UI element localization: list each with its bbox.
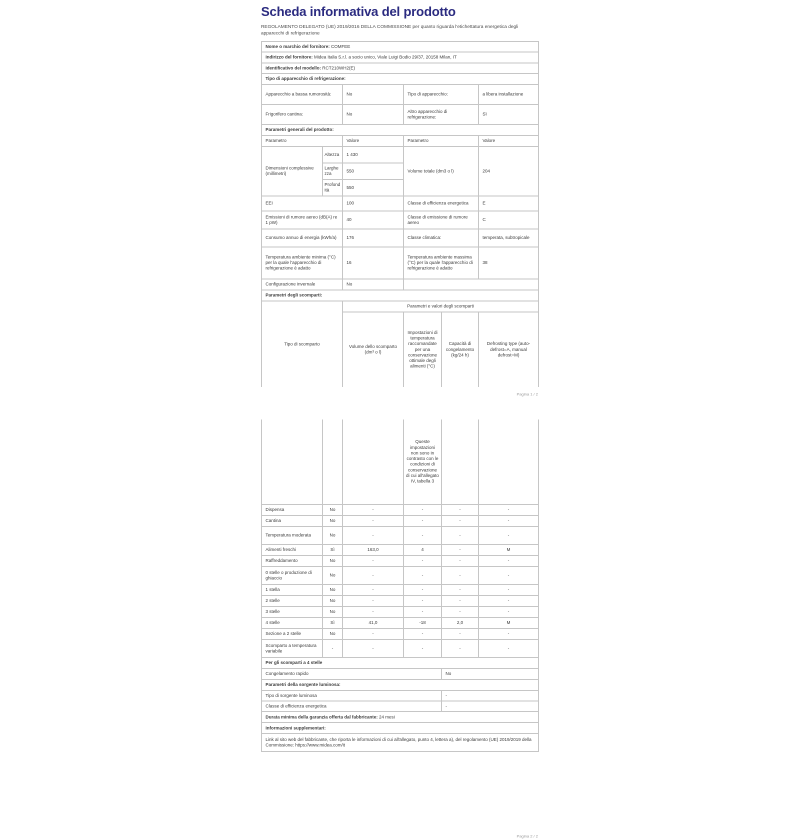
page-title: Scheda informativa del prodotto [261,4,456,19]
winter-setting-value: No [343,279,404,290]
type-section-header [262,73,539,84]
winter-setting-label: Configurazione invernale [262,279,343,290]
light-source-class-row [262,701,539,712]
compartment-capacity: - [442,504,479,515]
compartment-row-moderate-temp [262,526,539,544]
noise-class-label: Classe di emissione di rumore aereo [404,211,479,229]
compartment-name: Raffreddamento [262,555,323,566]
compartment-name: Temperatura moderata [262,526,323,544]
light-source-type-row [262,690,539,701]
compartment-row-zero-star [262,566,539,584]
light-source-section-title: Parametri della sorgente luminosa: [262,679,539,690]
noise-row [262,211,539,229]
compartment-volume: - [343,504,404,515]
compartment-row-two-star [262,595,539,606]
compartment-capacity: - [442,544,479,555]
product-information-sheet [261,4,539,839]
supplier-name-value: COMFEE [331,44,351,50]
page-2 [261,419,539,838]
page-2-footer: Pagina 2 / 2 [516,834,538,839]
param-header-1: Parametro [262,135,343,146]
noise-class-value: C [479,211,539,229]
noise-label: Emissioni di rumore aereo (dB(A) re 1 pW) [262,211,343,229]
ambient-temperature-row [262,247,539,279]
eei-row [262,196,539,211]
compartment-present: Sì [323,617,343,628]
supplier-address-row [262,52,539,63]
compartment-type-header: Tipo di scomparto [262,301,343,387]
winter-setting-empty-cell [404,279,539,290]
volume-column-header: Volume dello scomparto (dm³ o l) [343,312,404,387]
climate-class-value: temperata, subtropicale [479,229,539,247]
freezing-capacity-column-header: Capacità di congelamento (kg/24 h) [442,312,479,387]
compartment-temp: - [404,584,442,595]
compartment-temp: - [404,628,442,639]
max-temp-value: 38 [479,247,539,279]
compartment-temp: -18 [404,617,442,628]
temp-setting-column-header: Impostazioni di temperatura raccomandate per una conservazione ottimale degli alimenti (°C) [404,312,442,387]
compartment-present: No [323,504,343,515]
model-id-row [262,63,539,74]
compartment-defrost: M [479,544,539,555]
compartment-name: Dispensa [262,504,323,515]
noise-value: 40 [343,211,404,229]
compartment-name: Scomparto a temperatura variabile [262,639,323,657]
compartment-present: No [323,526,343,544]
supplier-address-label: Indirizzo del fornitore: [265,54,313,60]
dimensions-row-height [262,146,539,163]
compartment-row-four-star [262,617,539,628]
compartment-name: Alimenti freschi [262,544,323,555]
light-source-class-label: Classe di efficienza energetica [262,701,442,712]
manufacturer-link-url[interactable]: https://www.midea.com/it [295,742,346,748]
wine-storage-value: No [343,104,404,124]
winter-setting-row [262,279,539,290]
appliance-type-label: Tipo di apparecchio: [404,84,479,104]
compartment-volume: - [343,515,404,526]
compartment-temp: 4 [404,544,442,555]
compartment-temp: - [404,526,442,544]
compartment-row-cellar [262,515,539,526]
value-header-1: Valore [343,135,404,146]
type-row-1 [262,84,539,104]
compartment-temp: - [404,595,442,606]
compartments-table-page2 [261,419,539,752]
defrost-type-column-header: Defrosting type (auto-defrost=A, manual defrost=M) [479,312,539,387]
compartment-name: 1 stella [262,584,323,595]
annual-energy-value: 176 [343,229,404,247]
compartment-volume: 163,0 [343,544,404,555]
climate-class-label: Classe climatica: [404,229,479,247]
compartment-present: No [323,628,343,639]
width-sublabel: Larghezza [323,163,343,180]
low-noise-value: No [343,84,404,104]
compartment-temp: - [404,566,442,584]
energy-consumption-row [262,229,539,247]
compartment-volume: - [343,628,404,639]
temp-settings-note: Queste impostazioni non sono in contrasto con le condizioni di conservazione di cui all'allegato IV, tabella 3 [404,419,442,504]
compartment-temp: - [404,639,442,657]
compartment-capacity: - [442,606,479,617]
continuation-empty-2 [323,419,343,504]
compartment-volume: - [343,566,404,584]
compartment-volume: - [343,606,404,617]
compartment-row-two-star-section [262,628,539,639]
continuation-empty-1 [262,419,323,504]
compartment-capacity: - [442,555,479,566]
compartment-present: No [323,584,343,595]
depth-sublabel: Profondità [323,179,343,196]
compartment-row-one-star [262,584,539,595]
light-source-class-value: - [442,701,539,712]
param-header-row [262,135,539,146]
height-value: 1 430 [343,146,404,163]
fast-freeze-value: No [442,668,539,679]
supplier-name-label: Nome o marchio del fornitore: [265,44,330,50]
width-value: 550 [343,163,404,180]
continuation-empty-5 [479,419,539,504]
compartment-name: Cantina [262,515,323,526]
energy-class-value: E [479,196,539,211]
compartment-row-three-star [262,606,539,617]
four-star-section-header [262,657,539,668]
max-temp-label: Temperatura ambiente massima (°C) per la quale l'apparecchio di refrigerazione è adatto [404,247,479,279]
model-id-label: Identificativo del modello: [265,65,322,71]
compartments-span-header: Parametri e valori degli scomparti [343,301,539,312]
compartment-capacity: - [442,628,479,639]
compartment-capacity: - [442,515,479,526]
wine-storage-label: Frigorifero cantina: [262,104,343,124]
model-id-value: RCT210WH2(E) [322,65,356,71]
compartment-defrost: - [479,566,539,584]
compartment-volume: - [343,555,404,566]
compartment-name: 4 stelle [262,617,323,628]
compartment-temp: - [404,606,442,617]
compartment-defrost: - [479,584,539,595]
type-section-title: Tipo di apparecchio di refrigerazione: [262,73,539,84]
compartment-temp: - [404,515,442,526]
compartment-temp: - [404,504,442,515]
compartment-volume: - [343,584,404,595]
compartment-defrost: - [479,639,539,657]
warranty-row [262,712,539,723]
compartments-section-header [262,290,539,301]
min-temp-label: Temperatura ambiente minima (°C) per la quale l'apparecchio di refrigerazione è adatto [262,247,343,279]
compartment-capacity: - [442,639,479,657]
compartment-temp: - [404,555,442,566]
compartment-defrost: - [479,595,539,606]
compartment-name: 3 stelle [262,606,323,617]
light-source-section-header [262,679,539,690]
product-table-page1 [261,41,539,387]
compartment-defrost: - [479,628,539,639]
compartments-span-header-row [262,301,539,312]
compartment-defrost: - [479,526,539,544]
four-star-section-title: Per gli scomparti a 4 stelle [262,657,539,668]
compartment-row-chill [262,555,539,566]
compartments-section-title: Parametri degli scomparti: [262,290,539,301]
compartment-present: - [323,639,343,657]
compartment-volume: - [343,639,404,657]
energy-class-label: Classe di efficienza energetica [404,196,479,211]
compartment-defrost: - [479,515,539,526]
compartment-row-pantry [262,504,539,515]
compartment-volume: - [343,595,404,606]
warranty-label: Durata minima della garanzia offerta dal fabbricante: [265,714,378,720]
total-volume-value: 204 [479,146,539,196]
compartment-name: Sezione a 2 stelle [262,628,323,639]
compartment-present: Sì [323,544,343,555]
general-section-title: Parametri generali del prodotto: [262,124,539,135]
regulation-text: REGOLAMENTO DELEGATO (UE) 2019/2016 DELLA COMMISSIONE per quanto riguarda l'etichettatura energetica degli apparecchi di refrigerazione [261,24,519,36]
dimensions-label: Dimensioni complessive (millimetri) [262,146,323,196]
compartment-capacity: 2,0 [442,617,479,628]
general-section-header [262,124,539,135]
compartment-defrost: - [479,606,539,617]
min-temp-value: 16 [343,247,404,279]
compartment-defrost: - [479,555,539,566]
supplier-name-row [262,42,539,53]
light-source-type-label: Tipo di sorgente luminosa [262,690,442,701]
compartment-row-fresh-food [262,544,539,555]
type-row-2 [262,104,539,124]
eei-label: EEI [262,196,343,211]
continuation-empty-4 [442,419,479,504]
supplier-address-value: Midea Italia S.r.l. a socio unico, Viale Luigi Bodio 29/37, 20158 Milan, IT [314,54,457,60]
continuation-row [262,419,539,504]
compartment-defrost: M [479,617,539,628]
value-header-2: Valore [479,135,539,146]
compartment-present: No [323,566,343,584]
manufacturer-link-row [262,734,539,752]
low-noise-label: Apparecchio a bassa rumorosità: [262,84,343,104]
compartment-volume: - [343,526,404,544]
other-appliance-value: Sì [479,104,539,124]
eei-value: 100 [343,196,404,211]
compartment-present: No [323,515,343,526]
page-1 [261,4,539,396]
compartment-capacity: - [442,584,479,595]
appliance-type-value: a libera installazione [479,84,539,104]
warranty-value: 24 mesi [379,714,395,720]
total-volume-label: Volume totale (dm3 o l) [404,146,479,196]
compartment-present: No [323,555,343,566]
height-sublabel: Altezza [323,146,343,163]
compartment-capacity: - [442,595,479,606]
compartment-capacity: - [442,526,479,544]
light-source-type-value: - [442,690,539,701]
annual-energy-label: Consumo annuo di energia (kWh/a) [262,229,343,247]
page-1-footer: Pagina 1 / 2 [516,391,538,397]
supplementary-info-header [262,723,539,734]
compartment-present: No [323,595,343,606]
other-appliance-label: Altro apparecchio di refrigerazione: [404,104,479,124]
fast-freeze-row [262,668,539,679]
compartment-defrost: - [479,504,539,515]
compartment-row-variable-temp [262,639,539,657]
continuation-empty-3 [343,419,404,504]
compartment-present: No [323,606,343,617]
depth-value: 550 [343,179,404,196]
compartment-name: 2 stelle [262,595,323,606]
manufacturer-link-label: Link al sito web del fabbricante, che riporta le informazioni di cui all'allegato, punto 4, lettera a), del regolamento (UE) 2019/2019 della Commissione: [265,737,532,748]
param-header-2: Parametro [404,135,479,146]
compartment-capacity: - [442,566,479,584]
supplementary-info-title: Informazioni supplementari: [262,723,539,734]
compartment-volume: 41,0 [343,617,404,628]
fast-freeze-label: Congelamento rapido [262,668,442,679]
compartment-name: 0 stelle o produzione di ghiaccio [262,566,323,584]
